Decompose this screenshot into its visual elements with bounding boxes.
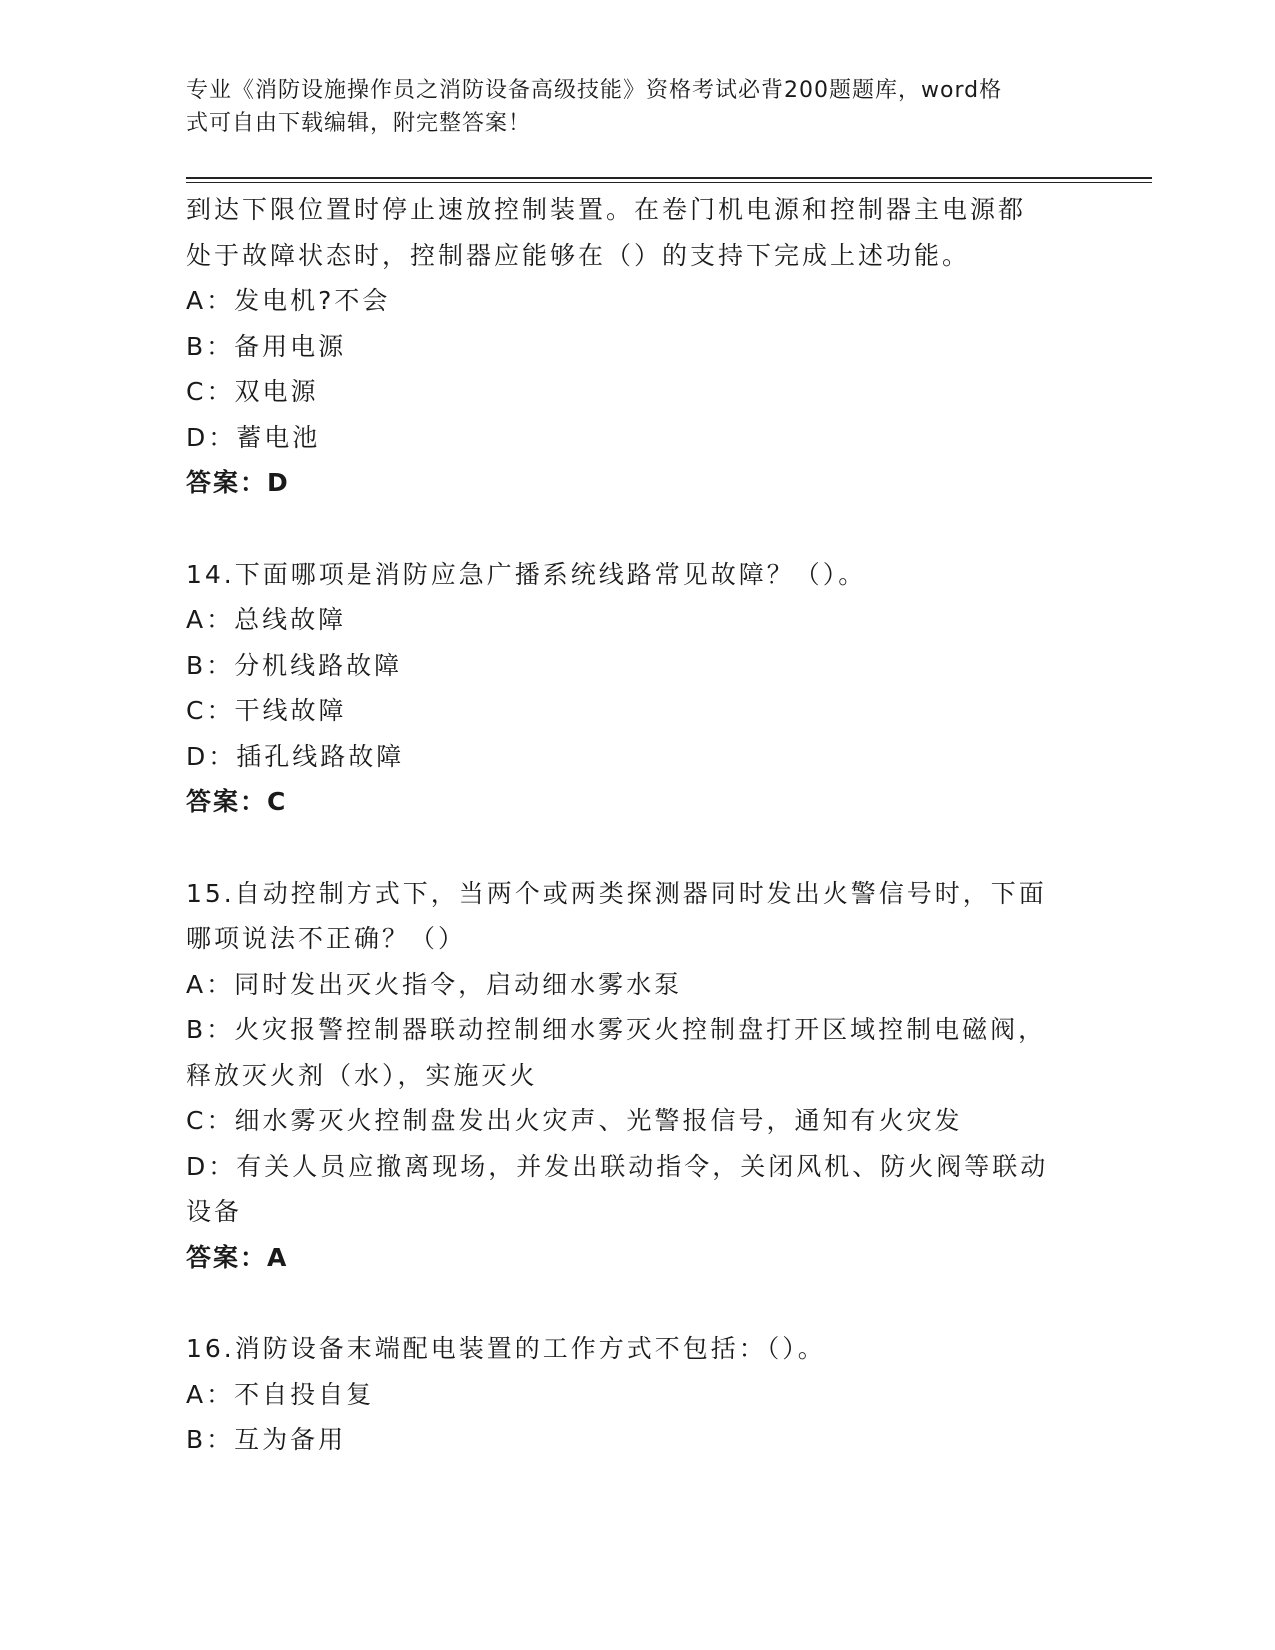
document-header: [186, 74, 1086, 140]
option-d: D：有关人员应撤离现场，并发出联动指令，关闭风机、防火阀等联动: [186, 1151, 1049, 1181]
question-text-line: 处于故障状态时，控制器应能够在（）的支持下完成上述功能。: [186, 240, 971, 270]
option-d-continued: 设备: [186, 1197, 243, 1226]
header-line-2: 式可自由下载编辑，附完整答案！: [186, 111, 532, 136]
answer: 答案：C: [186, 787, 288, 816]
option-b: B：分机线路故障: [186, 650, 403, 680]
option-a: A：不自投自复: [186, 1379, 375, 1409]
question-text-line: 16.消防设备末端配电装置的工作方式不包括：（）。: [186, 1334, 826, 1363]
question-16: [186, 1326, 1106, 1463]
option-d: D：蓄电池: [186, 422, 321, 452]
question-15: [186, 871, 1106, 1281]
question-text-line: 14.下面哪项是消防应急广播系统线路常见故障？（）。: [186, 559, 867, 589]
option-a: A：发电机?不会: [186, 286, 391, 315]
question-13: [186, 187, 1106, 506]
option-c: C：细水雾灭火控制盘发出火灾声、光警报信号，通知有火灾发: [186, 1106, 963, 1135]
option-c: C：双电源: [186, 377, 319, 406]
question-text-line: 哪项说法不正确？（）: [186, 924, 467, 953]
option-b: B：互为备用: [186, 1425, 347, 1454]
option-b: B：备用电源: [186, 331, 347, 361]
question-14: [186, 552, 1106, 825]
answer: 答案：A: [186, 1242, 289, 1272]
option-b-continued: 释放灭火剂（水），实施灭火: [186, 1060, 538, 1090]
option-d: D：插孔线路故障: [186, 741, 405, 771]
option-b: B：火灾报警控制器联动控制细水雾灭火控制盘打开区域控制电磁阀，: [186, 1015, 1047, 1044]
header-line-1: 专业《消防设施操作员之消防设备高级技能》资格考试必背200题题库，word格: [186, 78, 1003, 103]
option-a: A：同时发出灭火指令，启动细水雾水泵: [186, 969, 683, 999]
question-text-line: 15.自动控制方式下，当两个或两类探测器同时发出火警信号时，下面: [186, 878, 1047, 908]
question-content: [186, 187, 1106, 1463]
header-rule-thick: [186, 177, 1152, 179]
option-a: A：总线故障: [186, 605, 347, 634]
header-rule-thin: [186, 182, 1152, 183]
answer: 答案：D: [186, 468, 290, 497]
option-c: C：干线故障: [186, 696, 347, 725]
question-text-line: 到达下限位置时停止速放控制装置。在卷门机电源和控制器主电源都: [186, 195, 1027, 224]
